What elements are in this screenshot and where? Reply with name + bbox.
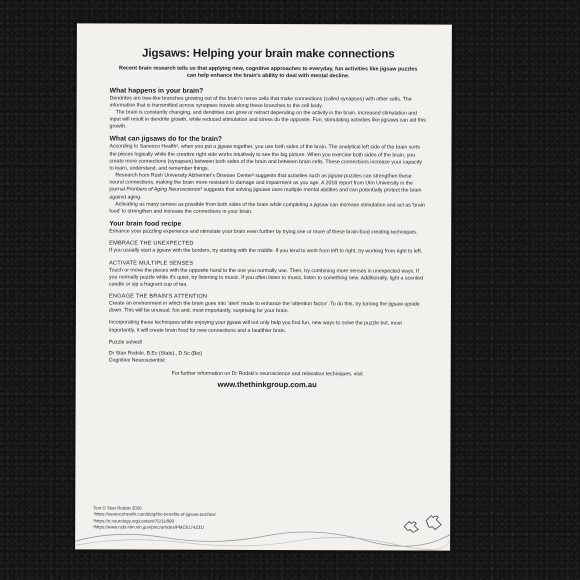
tip-text: Create an environment in which the brain goes into 'alert' mode to enhance the 'attention factor'. To do this, try turning the jigsaw upside down. This will be unusual, fun and, most importantly, surprising for your brain.	[108, 300, 420, 315]
tip-text: Touch or move the pieces with the opposite hand to the one you normally use. Then, try combining more senses in unexpected ways. If you normally puzzle while it's quiet, try listening to music. If you often listen to music, listen to something new. Additionally, light a scented candle or sip a fragrant cup of tea.	[108, 266, 424, 288]
copyright: Text © Stan Rodski 2020	[93, 505, 142, 511]
more-info: For further information on Dr Rodski's neuroscience and relaxation techniques, visit	[171, 370, 363, 378]
reference-link: ³https://www.ncbi.nlm.nih.gov/pmc/articles/PMC6174231/	[93, 524, 204, 530]
section-heading-recipe: Your brain food recipe	[109, 220, 182, 228]
decorative-wave	[75, 523, 450, 550]
paragraph: The brain is constantly changing, and dendrites can grow or retract depending on the activity in the brain. Increased stimulation and input will result in dendrite growth, while reduced stimulation and stress do the opposite. Fun, stimulating activities like jigsaws can aid this growth.	[109, 109, 426, 130]
paragraph: Activating as many senses as possible from both sides of the brain while completing a jigsaw can increase stimulation and act as 'brain food' to strengthen and increase the connections in your brain.	[109, 201, 425, 215]
puzzle-solved: Puzzle solved!	[108, 339, 143, 346]
tip-heading: ACTIVATE MULTIPLE SENSES	[109, 259, 194, 267]
author-title: Cognitive Neuroscientist	[108, 357, 165, 364]
tip-heading: EMBRACE THE UNEXPECTED	[109, 240, 194, 248]
author-name: Dr Stan Rodski, B.Ec (Stats)., D.Sc (Bio)	[108, 350, 203, 357]
journal-name: Frontiers of Aging Neuroscience	[126, 187, 201, 194]
tip-text: If you usually start a jigsaw with the borders, try starting with the middle. If you tend to work from left to right, try working from right to left.	[109, 247, 423, 255]
info-sheet	[75, 23, 452, 550]
section-heading-brain: What happens in your brain?	[109, 87, 204, 95]
paragraph: Dendrites are tree-like branches growing out of the brain's nerve cells that make connections (called synapses) with other cells. The information that is transmitted across synapses travels along these branches to the cell body.	[109, 95, 412, 109]
closing-paragraph: Incorporating these techniques while enjoying your jigsaw will not only help you find fun, new ways to solve the puzzle but, most importantly, it will create brain food for new connections and a healthier brain.	[108, 319, 402, 334]
paragraph: Enhance your puzzling experience and stimulate your brain even further by trying one or more of these brain-food creating techniques.	[109, 228, 418, 236]
website-url: www.thethinkgroup.com.au	[217, 380, 317, 390]
page-title: Jigsaws: Helping your brain make connections	[142, 47, 395, 61]
section-heading-jigsaws: What can jigsaws do for the brain?	[109, 135, 223, 144]
paragraph: According to Sanesco Health¹, when you put a jigsaw together, you use both sides of the brain. The analytical left side of the brain sorts the pieces logically while the creative right side works intuitively to see the big picture. When you exercise both sides of the brain, you create more connections (synapses) between both sides of the brain and between brain cells. These connections increase your capacity to learn, understand, and remember things.	[109, 143, 422, 172]
intro-text: Recent brain research tells us that applying new, cognitive approaches to everyday, fun activities like jigsaw puzzles can help enhance the brain's ability to deal with mental decline.	[119, 65, 418, 80]
reference-link: ¹https://sanescohealth.com/blog/the-benefits-of-jigsaw-puzzles/	[93, 511, 216, 518]
paragraph-part: Research from Rush University Alzheimer's Disease Center² suggests that activities such as jigsaw puzzles can strengthen these neural connections, making the brain more resistant to damage and impairment as you age. A 2018 report from Ulm University in the journal	[109, 172, 413, 194]
tip-heading: ENGAGE THE BRAIN'S ATTENTION	[108, 293, 208, 300]
reference-link: ²https://n.neurology.org/content/75/11/990	[93, 518, 175, 524]
paragraph	[109, 173, 426, 203]
paragraph-part: ³ suggests that solving jigsaws uses multiple mental abilities and can potentially protect the brain against aging.	[109, 187, 422, 201]
